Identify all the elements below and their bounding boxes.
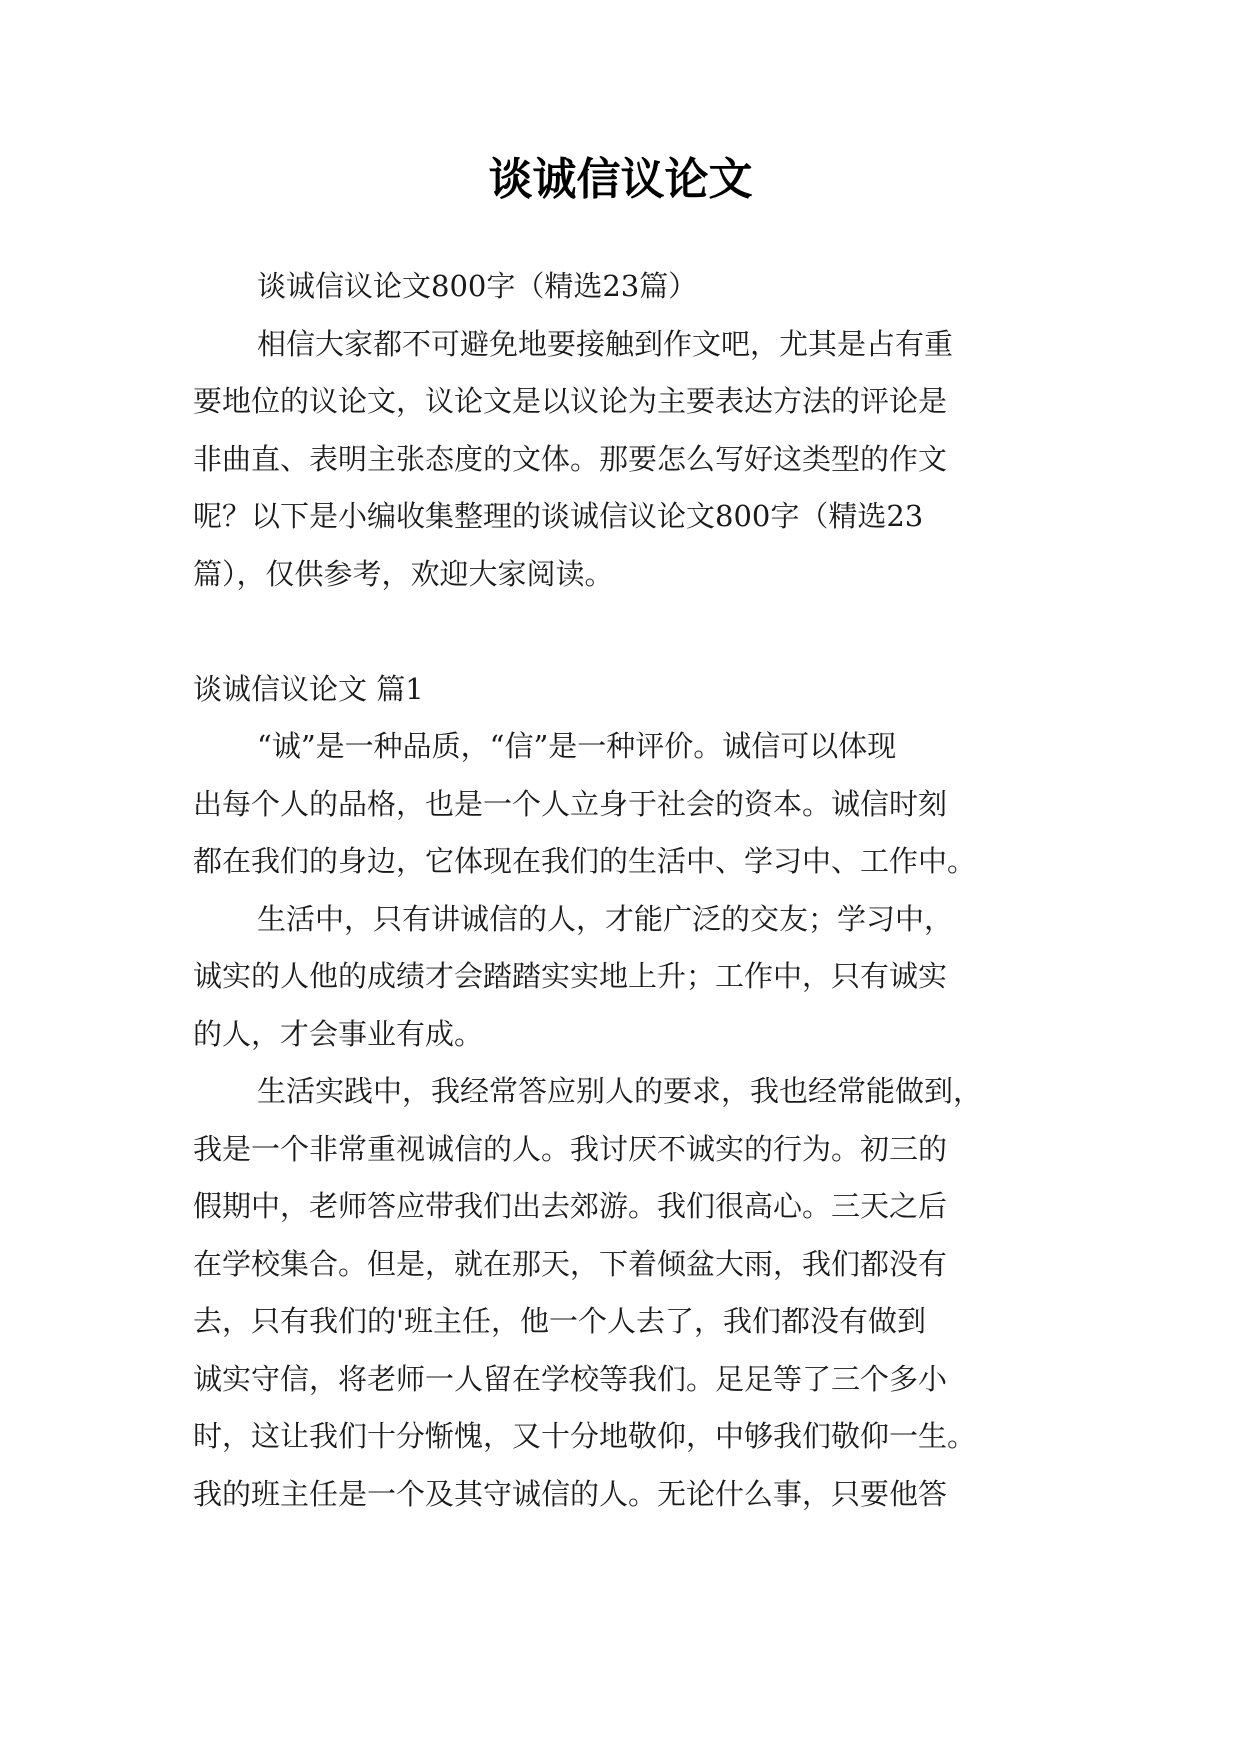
paragraph-line: 在学校集合。但是，就在那天，下着倾盆大雨，我们都没有 <box>193 1246 948 1281</box>
intro-line: 篇），仅供参考，欢迎大家阅读。 <box>193 556 614 591</box>
paragraph-line: 我是一个非常重视诚信的人。我讨厌不诚实的行为。初三的 <box>193 1131 948 1166</box>
paragraph-line: 都在我们的身边，它体现在我们的生活中、学习中、工作中。 <box>193 844 977 878</box>
document-body <box>193 258 1053 1523</box>
paragraph-line: 我的班主任是一个及其守诚信的人。无论什么事，只要他答 <box>193 1476 948 1511</box>
paragraph-line: 出每个人的品格，也是一个人立身于社会的资本。诚信时刻 <box>193 786 948 821</box>
intro-line: 相信大家都不可避免地要接触到作文吧，尤其是占有重 <box>257 326 954 361</box>
intro-line: 呢？以下是小编收集整理的谈诚信议论文800字（精选23 <box>193 499 924 533</box>
document-title: 谈诚信议论文 <box>488 154 753 205</box>
paragraph-line: 时，这让我们十分惭愧，又十分地敬仰，中够我们敬仰一生。 <box>193 1419 977 1453</box>
paragraph-line: 诚实守信，将老师一人留在学校等我们。足足等了三个多小 <box>193 1361 948 1396</box>
paragraph-line: 假期中，老师答应带我们出去郊游。我们很高心。三天之后 <box>193 1189 948 1223</box>
paragraph-line: 生活实践中，我经常答应别人的要求，我也经常能做到， <box>257 1074 983 1108</box>
intro-line: 要地位的议论文，议论文是以议论为主要表达方法的评论是 <box>193 384 948 418</box>
paragraph-line: 生活中，只有讲诚信的人，才能广泛的交友；学习中， <box>257 901 954 936</box>
paragraph-line: “诚”是一种品质，“信”是一种评价。诚信可以体现 <box>257 729 897 763</box>
paragraph-line: 去，只有我们的'班主任，他一个人去了，我们都没有做到 <box>193 1304 926 1338</box>
section-heading: 谈诚信议论文 篇1 <box>193 671 424 706</box>
document-subtitle: 谈诚信议论文800字（精选23篇） <box>257 269 698 303</box>
paragraph-gap <box>193 603 1053 661</box>
paragraph-line: 的人，才会事业有成。 <box>193 1016 484 1051</box>
paragraph-line: 诚实的人他的成绩才会踏踏实实地上升；工作中，只有诚实 <box>193 959 948 993</box>
intro-line: 非曲直、表明主张态度的文体。那要怎么写好这类型的作文 <box>193 441 948 476</box>
